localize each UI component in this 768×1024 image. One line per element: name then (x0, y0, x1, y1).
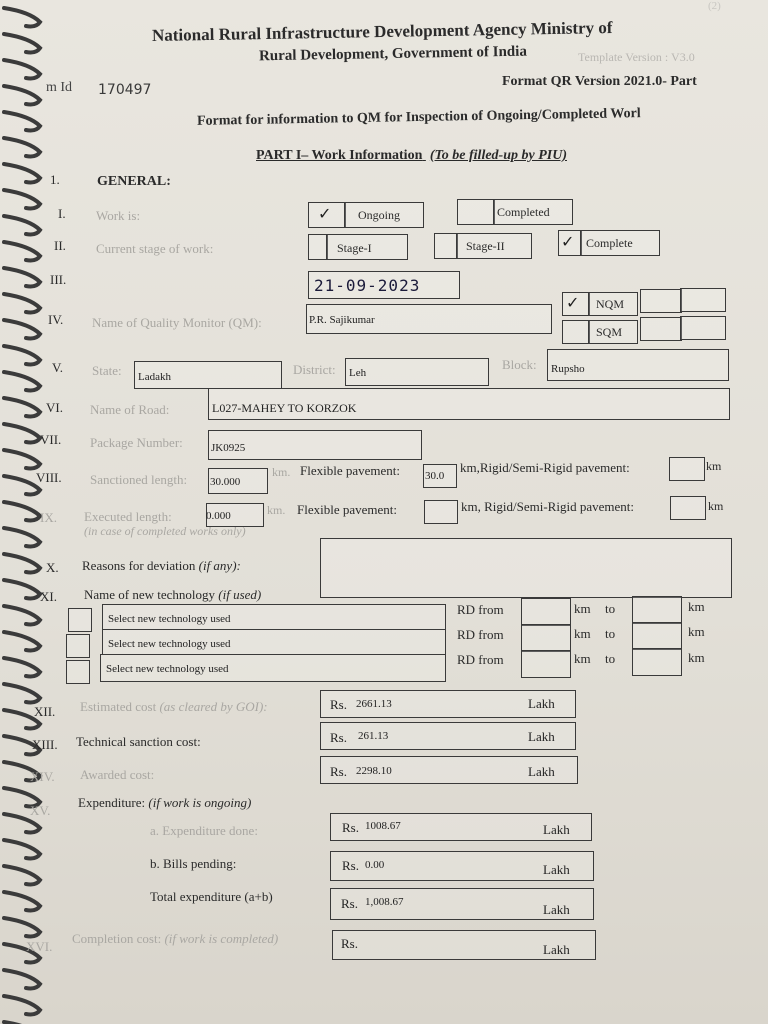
spiral-coil (4, 294, 40, 313)
tech-1-rd-from: RD from (457, 602, 504, 617)
awarded-cost-unit: Lakh (528, 764, 555, 779)
executed-length-value: 0.000 (206, 510, 231, 522)
technical-sanction-value: 261.13 (358, 730, 389, 742)
row-xi-number: XI. (40, 589, 57, 604)
row-vi-label: Name of Road: (90, 402, 170, 417)
header-line-2: Rural Development, Government of India (258, 43, 528, 65)
spiral-coil (4, 580, 40, 599)
block-value: Rupsho (551, 363, 585, 375)
completion-cost-rs: Rs. (341, 936, 358, 951)
spiral-coil (4, 866, 40, 885)
technical-sanction-unit: Lakh (528, 729, 555, 744)
row-ii-number: II. (54, 238, 66, 253)
tech-1-to-field[interactable] (632, 596, 682, 624)
format-version: Format QR Version 2021.0- Part (502, 74, 697, 89)
row-xii-label (80, 699, 268, 715)
part-title (256, 148, 567, 164)
bills-pending-unit: Lakh (543, 862, 570, 877)
tech-1-to: to (605, 601, 616, 616)
spiral-coil (4, 268, 40, 287)
check-icon: ✓ (318, 204, 332, 223)
row-vii-label: Package Number: (90, 435, 183, 450)
tech-1-checkbox[interactable] (68, 608, 92, 632)
spiral-coil (4, 502, 40, 521)
tech-3-rd-from: RD from (457, 652, 504, 667)
spiral-coil (4, 554, 40, 573)
tech-2-rd-from: RD from (457, 627, 504, 642)
spiral-coil (4, 476, 40, 495)
flexible-pavement-value: 30.0 (425, 470, 445, 482)
row-i-label: Work is: (96, 208, 141, 223)
tech-3-checkbox[interactable] (66, 660, 90, 684)
total-expenditure-value: 1,008.67 (365, 896, 404, 908)
spiral-coil (4, 8, 40, 27)
row-xii-number: XII. (34, 704, 56, 719)
executed-flexible-field[interactable] (424, 500, 458, 524)
template-version: Template Version : V3.0 (578, 50, 695, 64)
row-xiii-label: Technical sanction cost: (76, 734, 201, 749)
spiral-coil (4, 606, 40, 625)
row-ix-note: (in case of completed works only) (84, 524, 246, 538)
spiral-coil (4, 216, 40, 235)
tech-1-km-2: km (688, 599, 705, 614)
check-icon: ✓ (561, 232, 575, 251)
spiral-coil (4, 320, 40, 339)
estimated-cost-value: 2661.13 (356, 698, 392, 710)
executed-flexible-label: Flexible pavement: (297, 502, 398, 517)
expenditure-done-value: 1008.67 (365, 820, 401, 832)
spiral-coil (4, 528, 40, 547)
tech-3-from-field[interactable] (521, 650, 571, 678)
section-number: 1. (50, 172, 60, 187)
stage-1-label: Stage-I (337, 241, 372, 255)
row-viii-number: VIII. (36, 470, 62, 485)
row-vii-number: VII. (40, 432, 62, 447)
ongoing-label: Ongoing (358, 208, 400, 222)
technical-sanction-rs: Rs. (330, 730, 347, 745)
executed-rigid-km: km (708, 499, 724, 513)
nqm-extra-1[interactable] (640, 289, 682, 313)
spiral-coil (4, 970, 40, 989)
row-viii-label: Sanctioned length: (90, 472, 188, 487)
tech-3-value: Select new technology used (106, 663, 229, 675)
executed-length-km: km. (267, 503, 286, 517)
bills-pending-value: 0.00 (365, 859, 385, 871)
row-xiii-number: XIII. (32, 737, 58, 752)
row-xiv-number: XIV. (30, 769, 55, 784)
row-xv-label (78, 795, 251, 811)
road-name-value: L027-MAHEY TO KORZOK (212, 401, 357, 415)
tech-2-km-2: km (688, 624, 705, 639)
section-title: GENERAL: (97, 174, 171, 189)
spiral-coil (4, 684, 40, 703)
row-ix-label: Executed length: (84, 509, 172, 524)
form-title: Format for information to QM for Inspection of Ongoing/Completed Worl (196, 106, 641, 129)
spiral-coil (4, 450, 40, 469)
form-id-label: m Id (46, 80, 73, 95)
row-ii-label: Current stage of work: (96, 241, 214, 256)
quality-monitor-value: P.R. Sajikumar (309, 314, 375, 326)
completed-label: Completed (497, 205, 550, 219)
executed-rigid-field[interactable] (670, 496, 706, 520)
row-v-number: V. (52, 360, 63, 375)
row-x-label-note: (if any): (198, 558, 241, 573)
rigid-pavement-field[interactable] (669, 457, 705, 481)
row-xi-label-note: (if used) (218, 587, 262, 602)
spiral-coil (4, 242, 40, 261)
expenditure-done-label: a. Expenditure done: (150, 823, 258, 838)
spiral-coil (4, 112, 40, 131)
rigid-pavement-label: km,Rigid/Semi-Rigid pavement: (460, 460, 630, 475)
spiral-coil (4, 346, 40, 365)
tech-1-km-1: km (574, 601, 591, 616)
tech-3-km-1: km (574, 651, 591, 666)
completed-checkbox[interactable] (457, 199, 495, 225)
spiral-coil (4, 658, 40, 677)
row-xv-label-note: (if work is ongoing) (148, 795, 252, 810)
estimated-cost-unit: Lakh (528, 696, 555, 711)
awarded-cost-value: 2298.10 (356, 765, 392, 777)
part-title-text: PART I– Work Information (256, 148, 423, 163)
executed-rigid-label: km, Rigid/Semi-Rigid pavement: (461, 499, 634, 514)
row-xv-number: XV. (30, 803, 51, 818)
stage-2-label: Stage-II (466, 239, 505, 253)
spiral-coil (4, 372, 40, 391)
header-line-1: National Rural Infrastructure Development Agency Ministry of (151, 17, 613, 46)
form-id-value: 170497 (98, 82, 152, 98)
row-xi-label-text: Name of new technology (84, 587, 216, 602)
row-xvi-label-text: Completion cost: (72, 931, 162, 946)
expenditure-done-rs: Rs. (342, 820, 359, 835)
spiral-coil (4, 632, 40, 651)
row-xiv-label: Awarded cost: (80, 767, 155, 782)
row-xii-label-note: (as cleared by GOI): (159, 699, 268, 714)
row-v-label: State: (92, 363, 122, 378)
row-xvi-label (72, 931, 278, 947)
row-iv-number: IV. (48, 312, 64, 327)
spiral-coil (4, 164, 40, 183)
spiral-coil (4, 398, 40, 417)
row-x-label (82, 558, 241, 574)
bills-pending-rs: Rs. (342, 858, 359, 873)
row-iv-label: Name of Quality Monitor (QM): (92, 315, 262, 330)
page-mark: (2) (708, 0, 721, 12)
total-expenditure-label: Total expenditure (a+b) (150, 889, 273, 904)
estimated-cost-rs: Rs. (330, 697, 347, 712)
sqm-extra-2[interactable] (680, 316, 726, 340)
spiral-coil (4, 918, 40, 937)
complete-label: Complete (586, 236, 633, 250)
tech-1-from-field[interactable] (521, 598, 571, 626)
tech-3-km-2: km (688, 650, 705, 665)
tech-3-to: to (605, 651, 616, 666)
row-x-label-text: Reasons for deviation (82, 558, 196, 573)
row-xvi-number: XVI. (26, 939, 53, 954)
check-icon: ✓ (566, 293, 580, 312)
spiral-coil (4, 190, 40, 209)
spiral-coil (4, 60, 40, 79)
sqm-extra-1[interactable] (640, 317, 682, 341)
row-x-number: X. (46, 560, 59, 575)
spiral-coil (4, 424, 40, 443)
rigid-pavement-km: km (706, 459, 722, 473)
row-xii-label-text: Estimated cost (80, 699, 157, 714)
block-label: Block: (502, 357, 537, 372)
tech-2-km-1: km (574, 626, 591, 641)
stage-2-checkbox[interactable] (434, 233, 458, 259)
row-xi-label (84, 587, 261, 603)
package-number-value: JK0925 (211, 442, 246, 454)
flexible-pavement-label: Flexible pavement: (300, 463, 401, 478)
spiral-coil (4, 996, 40, 1015)
tech-3-to-field[interactable] (632, 648, 682, 676)
part-note: (To be filled-up by PIU) (429, 148, 567, 163)
spiral-coil (4, 86, 40, 105)
deviation-reasons-field[interactable] (320, 538, 732, 598)
row-ix-number: IX. (40, 510, 57, 525)
sanctioned-length-km: km. (272, 465, 291, 479)
tech-1-value: Select new technology used (108, 613, 231, 625)
tech-2-value: Select new technology used (108, 638, 231, 650)
awarded-cost-rs: Rs. (330, 764, 347, 779)
spiral-coil (4, 34, 40, 53)
state-value: Ladakh (138, 371, 171, 383)
total-expenditure-unit: Lakh (543, 902, 570, 917)
row-vi-number: VI. (46, 400, 63, 415)
completion-cost-unit: Lakh (543, 942, 570, 957)
inspection-date-value: 21-09-2023 (314, 276, 421, 295)
bills-pending-label: b. Bills pending: (150, 856, 237, 871)
row-xvi-label-note: (if work is completed) (164, 931, 279, 946)
tech-2-from-field[interactable] (521, 624, 571, 652)
district-field[interactable] (345, 358, 489, 386)
stage-1-checkbox[interactable] (308, 234, 328, 260)
sqm-checkbox[interactable] (562, 320, 590, 344)
row-i-number: I. (58, 206, 66, 221)
district-label: District: (293, 362, 336, 377)
tech-2-to: to (605, 626, 616, 641)
sanctioned-length-value: 30.000 (210, 476, 241, 488)
nqm-extra-2[interactable] (680, 288, 726, 312)
spiral-coil (4, 138, 40, 157)
spiral-coil (4, 840, 40, 859)
tech-2-checkbox[interactable] (66, 634, 90, 658)
spiral-coil (4, 892, 40, 911)
tech-2-to-field[interactable] (632, 622, 682, 650)
expenditure-done-unit: Lakh (543, 822, 570, 837)
row-xv-label-text: Expenditure: (78, 795, 146, 810)
sqm-label: SQM (596, 325, 623, 339)
nqm-label: NQM (596, 297, 625, 311)
total-expenditure-rs: Rs. (341, 896, 358, 911)
row-iii-number: III. (50, 272, 67, 287)
district-value: Leh (349, 367, 367, 379)
